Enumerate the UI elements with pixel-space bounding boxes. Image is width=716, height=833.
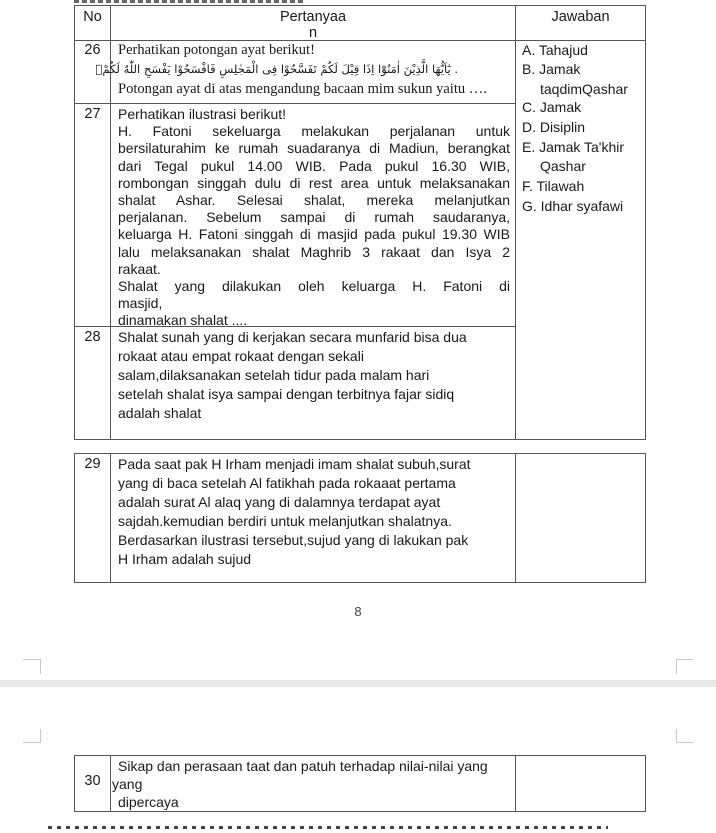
question-27-line: perjalanan. Sebelum sampai di rumah saudaranya, <box>118 209 510 226</box>
crop-mark <box>23 659 40 660</box>
question-30-number: 30 <box>84 773 101 789</box>
question-28-number: 28 <box>84 329 101 345</box>
cut-off-next-text <box>48 826 608 829</box>
question-27-line: lalu melaksanakan shalat Maghrib 3 rakaat dan Isya 2 <box>118 243 510 260</box>
answer-option-a: A. Tahajud <box>522 42 588 58</box>
crop-mark <box>676 659 677 674</box>
question-27-line: dari Tegal pukul 14.00 WIB. Pada pukul 16.30 WIB, <box>118 157 510 174</box>
header-jawaban: Jawaban <box>551 9 610 25</box>
question-27-line: bersilaturahim ke rumah suadaranya di Madiun, berangkat <box>118 140 510 157</box>
question-29-line: Berdasarkan ilustrasi tersebut,sujud yang di lakukan pak <box>118 532 469 548</box>
cut-off-previous-text <box>74 0 304 3</box>
question-27-line: Perhatikan ilustrasi berikut! <box>118 106 287 122</box>
question-26-question: Potongan ayat di atas mengandung bacaan mim sukun yaitu …. <box>118 81 487 97</box>
question-26-arabic-verse: . يٰٓاَيُّهَا الَّذِيْنَ اٰمَنُوْٓا اِذَا قِيْلَ لَكُمْ تَفَسَّحُوْا فِى الْمَجٰلِسِ فَافْسَحُوْا يَفْسَحِ اللّٰهُ لَكُمْۚ <box>95 62 458 76</box>
question-27-line: keluarga H. Fatoni singgah di masjid pada pukul 19.30 WIB <box>118 226 510 243</box>
question-29-line: H Irham adalah sujud <box>118 551 252 567</box>
crop-mark <box>676 742 693 743</box>
question-29-line: Pada saat pak H Irham menjadi imam shalat subuh,surat <box>118 456 471 472</box>
question-26-prompt: Perhatikan potongan ayat berikut! <box>118 42 315 58</box>
question-30-line: dipercaya <box>118 794 179 810</box>
header-pertanyaan: Pertanyaa <box>279 9 347 25</box>
question-27-line: rombongan singgah dulu di rest area untuk melaksanakan <box>118 174 510 191</box>
question-28-line: rokaat atau empat rokaat dengan sekali <box>118 348 364 364</box>
crop-mark <box>676 729 677 743</box>
question-28-line: adalah shalat <box>118 405 202 421</box>
crop-mark <box>23 742 40 743</box>
answer-option-g: G. Idhar syafawi <box>522 198 624 214</box>
question-27-line: rakaat. <box>118 260 161 277</box>
header-pertanyaan-wrap: n <box>308 25 318 41</box>
page-number: 8 <box>354 604 362 619</box>
question-27-line: dinamakan shalat .... <box>118 312 248 329</box>
question-27-line: shalat Ashar. Selesai shalat, mereka melanjutkan <box>118 192 510 208</box>
question-29-line: sajdah.kemudian berdiri untuk melanjutkan shalatnya. <box>118 513 452 529</box>
crop-mark <box>676 659 693 660</box>
question-29-line: adalah surat Al alaq yang di dalamnya terdapat ayat <box>118 494 441 510</box>
answer-option-b-cont: taqdimQashar <box>540 81 628 97</box>
crop-mark <box>40 659 41 674</box>
question-27-line: Shalat yang dilakukan oleh keluarga H. Fatoni di <box>118 278 510 294</box>
question-28-line: salam,dilaksanakan setelah tidur pada malam hari <box>118 367 430 383</box>
question-27-line: masjid, <box>118 295 163 312</box>
answer-option-c: C. Jamak <box>522 99 582 115</box>
question-27-number: 27 <box>84 106 101 122</box>
question-30-line: yang <box>112 776 143 792</box>
question-28-line: Shalat sunah yang di kerjakan secara munfarid bisa dua <box>118 329 467 345</box>
question-29-number: 29 <box>84 456 101 472</box>
question-28-line: setelah shalat isya sampai dengan terbitnya fajar sidiq <box>118 386 455 402</box>
answer-option-d: D. Disiplin <box>522 119 586 135</box>
question-30-line: Sikap dan perasaan taat dan patuh terhadap nilai-nilai yang <box>118 758 488 774</box>
answer-option-e: E. Jamak Ta'khir <box>522 139 625 155</box>
question-26-number: 26 <box>84 42 101 58</box>
header-no: No <box>83 9 102 25</box>
page-break-gap <box>0 680 716 687</box>
crop-mark <box>40 729 41 743</box>
answer-option-e-cont: Qashar <box>540 158 586 174</box>
answer-option-f: F. Tilawah <box>522 178 585 194</box>
question-29-line: yang di baca setelah Al fatikhah pada rokaaat pertama <box>118 475 456 491</box>
answer-option-b: B. Jamak <box>522 61 581 77</box>
question-27-line: H. Fatoni sekeluarga melakukan perjalanan untuk <box>118 123 510 140</box>
